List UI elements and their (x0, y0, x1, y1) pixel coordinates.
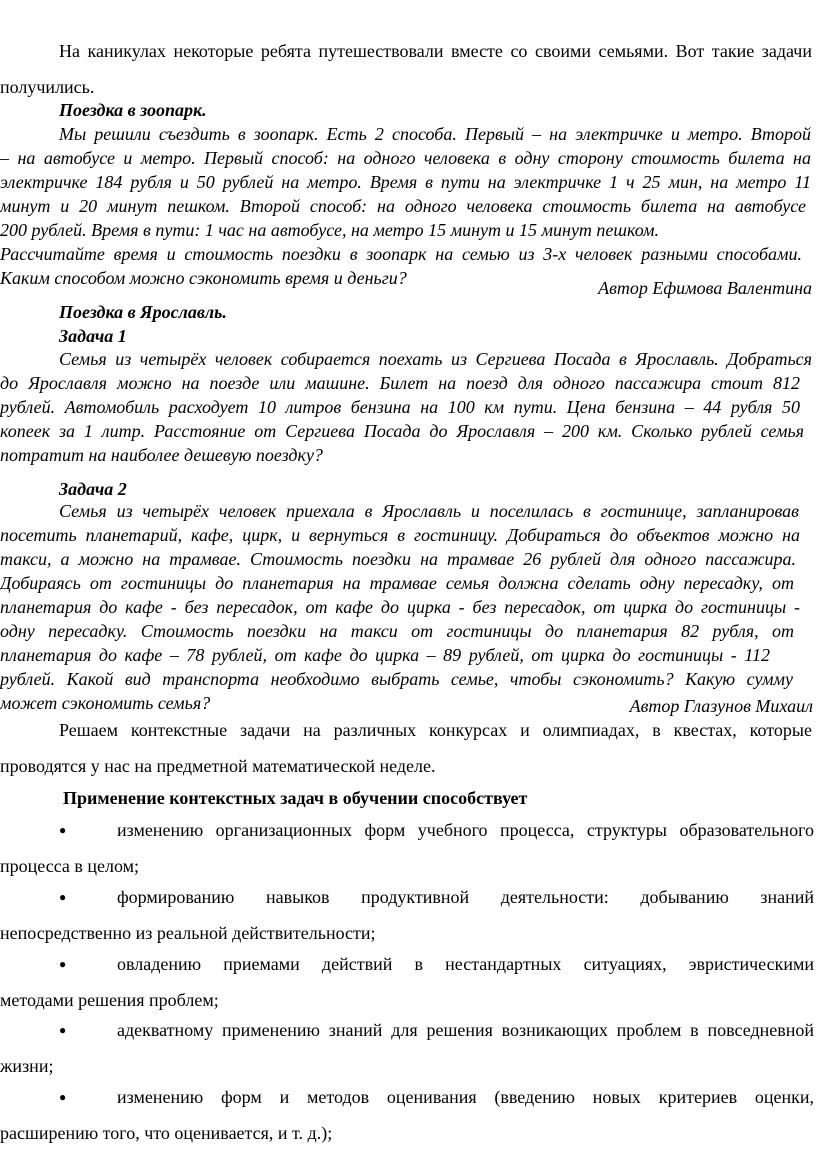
intro-line: получились. (0, 77, 95, 97)
application-heading: Применение контекстных задач в обучении способствует (63, 788, 528, 808)
list-item-line: жизни; (0, 1056, 54, 1076)
bullet-dot-icon: ● (59, 1090, 67, 1104)
list-item-line: изменению форм и методов оценивания (введению новых критериев оценки, (117, 1087, 814, 1107)
closing-line: проводятся у нас на предметной математической неделе. (0, 756, 436, 776)
task1-line: потратит на наиболее дешевую поездку? (0, 445, 323, 465)
task2-line: Семья из четырёх человек приехала в Ярославль и поселилась в гостинице, запланировав (59, 501, 799, 521)
list-item (0, 812, 816, 884)
task2-line: может сэкономить семья? (0, 693, 211, 713)
task1-paragraph (0, 347, 816, 467)
zoo-line: – на автобусе и метро. Первый способ: на одного человека в одну сторону стоимость билета на (0, 148, 811, 168)
task2-title: Задача 2 (59, 479, 127, 499)
closing-paragraph (0, 712, 816, 784)
list-item-line: овладению приемами действий в нестандартных ситуациях, эвристическими (117, 954, 814, 974)
task2-line: Добираясь от гостиницы до планетария на трамвае семья должна сделать одну пересадку, от (0, 573, 794, 593)
zoo-task-paragraph (0, 122, 816, 290)
zoo-line: Мы решили съездить в зоопарк. Есть 2 способа. Первый – на электричке и метро. Второй (59, 124, 811, 144)
task2-line: такси, а можно на трамвае. Стоимость поездки на трамвае 26 рублей для одного пассажира. (0, 549, 796, 569)
yaroslavl-heading: Поездка в Ярославль. (59, 302, 227, 322)
list-item-line: непосредственно из реальной действительности; (0, 923, 376, 943)
task1-line: до Ярославля можно на поезде или машине. Билет на поезд для одного пассажира стоит 812 (0, 373, 800, 393)
zoo-line: минут и 20 минут пешком. Второй способ: на одного человека стоимость билета на автобусе (0, 196, 806, 216)
list-item (0, 1079, 816, 1151)
zoo-author: Автор Ефимова Валентина (598, 278, 812, 298)
intro-line: На каникулах некоторые ребята путешествовали вместе со своими семьями. Вот такие задачи (59, 41, 812, 61)
list-item-line: расширению того, что оценивается, и т. д.); (0, 1123, 333, 1143)
list-item (0, 946, 816, 1018)
intro-paragraph (0, 33, 816, 105)
task2-paragraph (0, 499, 816, 715)
list-item (0, 879, 816, 951)
task2-line: рублей. Какой вид транспорта необходимо выбрать семье, чтобы сэкономить? Какую сумму (0, 669, 793, 689)
list-item-line: формированию навыков продуктивной деятельности: добыванию знаний (117, 887, 814, 907)
task2-line: планетария до кафе – 78 рублей, от кафе до цирка – 89 рублей, от цирка до гостиницы - 112 (0, 645, 770, 665)
bullet-dot-icon: ● (59, 1023, 67, 1037)
zoo-heading: Поездка в зоопарк. (59, 100, 207, 120)
list-item-line: адекватному применению знаний для решения возникающих проблем в повседневной (117, 1020, 814, 1040)
zoo-line: электричке 184 рубля и 50 рублей на метро. Время в пути на электричке 1 ч 25 мин, на метро 11 (0, 172, 811, 192)
list-item-line: методами решения проблем; (0, 990, 219, 1010)
zoo-line: 200 рублей. Время в пути: 1 час на автобусе, на метро 15 минут и 15 минут пешком. (0, 220, 660, 240)
bullet-dot-icon: ● (59, 890, 67, 904)
bullet-dot-icon: ● (59, 823, 67, 837)
task1-line: рублей. Автомобиль расходует 10 литров бензина на 100 км пути. Цена бензина – 44 рубля 50 (0, 397, 800, 417)
task2-line: одну пересадку. Стоимость поездки на такси от гостиницы до планетария 82 рубля, от (0, 621, 794, 641)
list-item (0, 1012, 816, 1084)
task1-title: Задача 1 (59, 326, 127, 346)
zoo-line: Каким способом можно сэкономить время и деньги? (0, 268, 407, 288)
task1-line: копеек за 1 литр. Расстояние от Сергиева Посада до Ярославля – 200 км. Сколько рублей семья (0, 421, 804, 441)
list-item-line: изменению организационных форм учебного процесса, структуры образовательного (117, 820, 814, 840)
task2-line: посетить планетарий, кафе, цирк, и вернуться в гостиницу. Добираться до объектов можно на (0, 525, 800, 545)
task2-line: планетария до кафе - без пересадок, от кафе до цирка - без пересадок, от цирка до гостиницы - (0, 597, 800, 617)
bullet-dot-icon: ● (59, 957, 67, 971)
zoo-line: Рассчитайте время и стоимость поездки в зоопарк на семью из 3-х человек разными способами. (0, 244, 802, 264)
list-item-line: процесса в целом; (0, 856, 140, 876)
closing-line: Решаем контекстные задачи на различных конкурсах и олимпиадах, в квестах, которые (59, 720, 812, 740)
task1-line: Семья из четырёх человек собирается поехать из Сергиева Посада в Ярославль. Добраться (59, 349, 812, 369)
task2-author: Автор Глазунов Михаил (629, 696, 813, 716)
